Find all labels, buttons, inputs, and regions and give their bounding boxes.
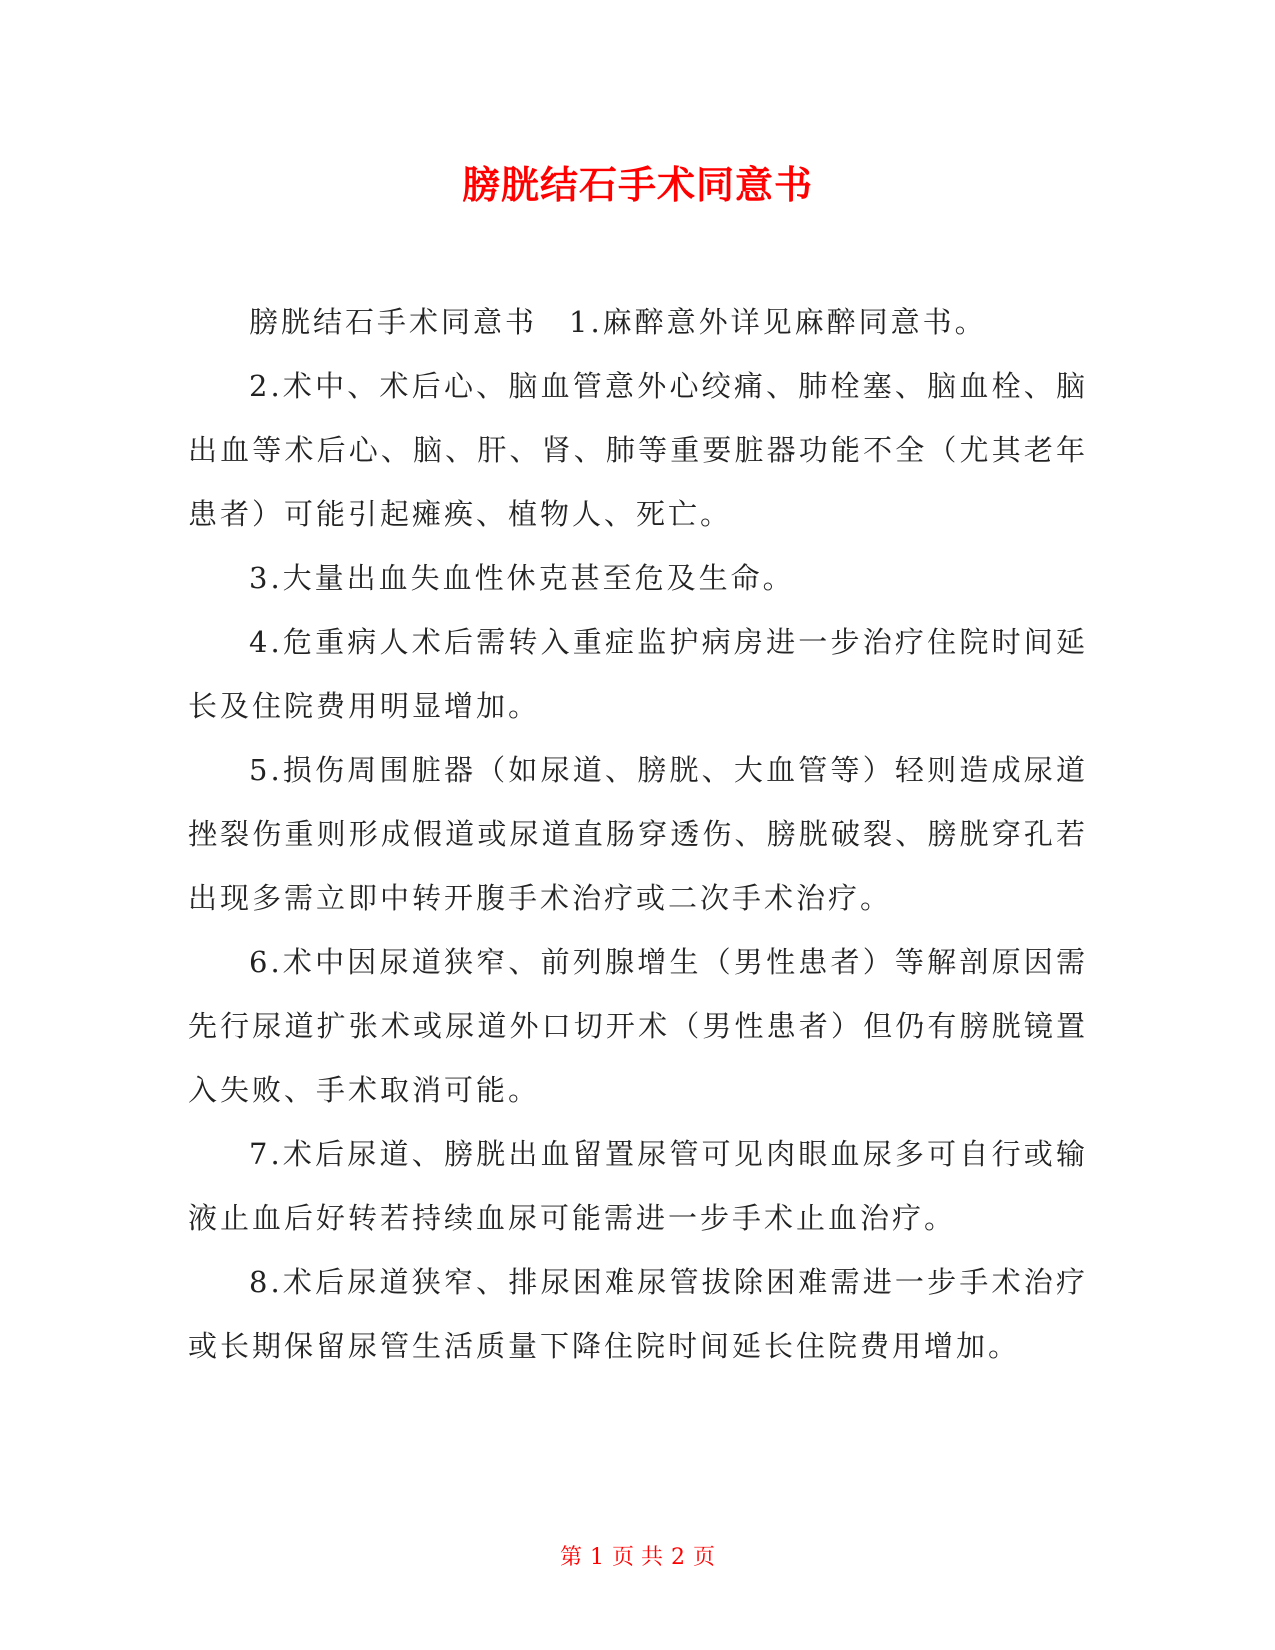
paragraph-6: 6.术中因尿道狭窄、前列腺增生（男性患者）等解剖原因需先行尿道扩张术或尿道外口切开术（男性患者）但仍有膀胱镜置入失败、手术取消可能。: [188, 945, 1088, 1107]
paragraph-7: 7.术后尿道、膀胱出血留置尿管可见肉眼血尿多可自行或输液止血后好转若持续血尿可能需进一步手术止血治疗。: [188, 1137, 1088, 1235]
paragraph-2: 2.术中、术后心、脑血管意外心绞痛、肺栓塞、脑血栓、脑出血等术后心、脑、肝、肾、肺等重要脏器功能不全（尤其老年患者）可能引起瘫痪、植物人、死亡。: [188, 369, 1088, 531]
paragraph-3: 3.大量出血失血性休克甚至危及生命。: [249, 561, 795, 595]
page-middle: 页 共: [612, 1545, 663, 1570]
page-total: 2: [671, 1545, 685, 1570]
document-title: 膀胱结石手术同意书: [461, 163, 813, 207]
page-suffix: 页: [693, 1545, 716, 1570]
page-prefix: 第: [559, 1545, 582, 1570]
page-number: 1: [590, 1545, 604, 1570]
paragraph-1: 膀胱结石手术同意书 1.麻醉意外详见麻醉同意书。: [249, 305, 987, 339]
document-body: [188, 290, 1088, 1378]
paragraph-8: 8.术后尿道狭窄、排尿困难尿管拔除困难需进一步手术治疗或长期保留尿管生活质量下降住院时间延长住院费用增加。: [188, 1265, 1088, 1363]
page-footer: [0, 1543, 1275, 1573]
paragraph-5: 5.损伤周围脏器（如尿道、膀胱、大血管等）轻则造成尿道挫裂伤重则形成假道或尿道直肠穿透伤、膀胱破裂、膀胱穿孔若出现多需立即中转开腹手术治疗或二次手术治疗。: [188, 753, 1088, 915]
paragraph-4: 4.危重病人术后需转入重症监护病房进一步治疗住院时间延长及住院费用明显增加。: [188, 625, 1088, 723]
